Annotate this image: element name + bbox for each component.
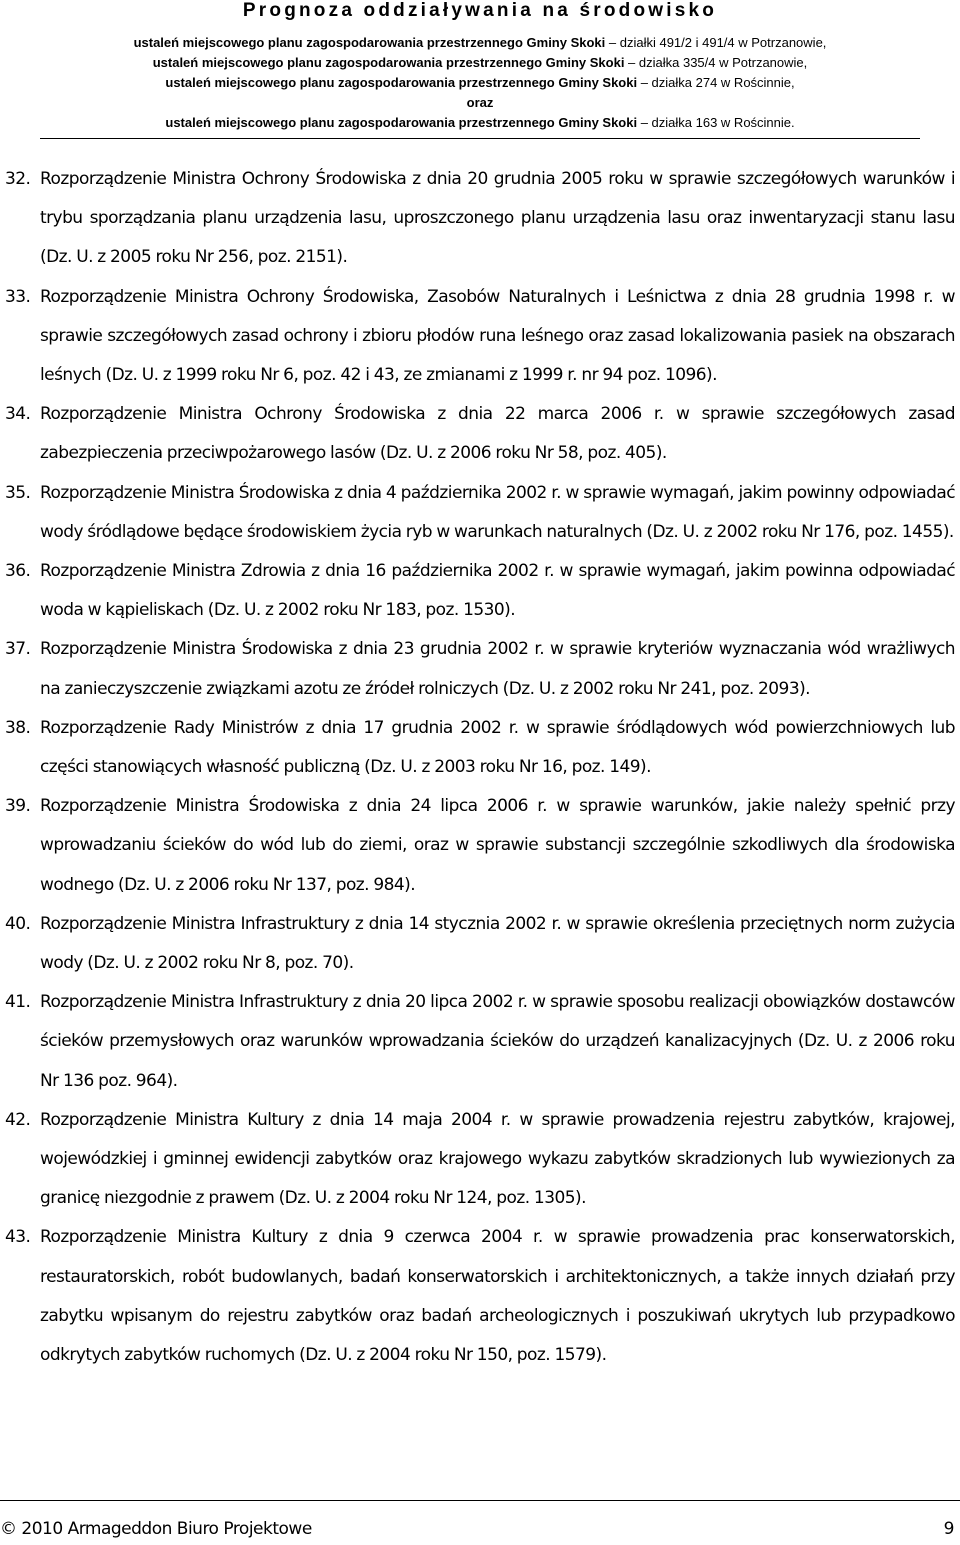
header-line-3-bold: ustaleń miejscowego planu zagospodarowania przestrzennego Gminy Skoki (165, 75, 638, 90)
item-number: 40. (5, 913, 31, 934)
item-number: 32. (5, 169, 31, 189)
header-divider (40, 138, 920, 139)
list-item (0, 709, 960, 787)
item-text: Rozporządzenie Ministra Kultury z dnia 9 czerwca 2004 r. w sprawie prowadzenia prac konserwatorskich, restauratorskich, robót budowlanych, badań konserwatorskich i architektonicznych, a także innych działań przy zabytku wpisanym do rejestru zabytków oraz badań archeologicznych i poszukiwań ukrytych lub przypadkowo odkrytych zabytków ruchomych (Dz. U. z 2004 roku Nr 150, poz. 1579). (40, 1227, 955, 1366)
footer-divider (0, 1500, 960, 1501)
item-text: Rozporządzenie Ministra Ochrony Środowiska z dnia 22 marca 2006 r. w sprawie szczegółowych zasad zabezpieczenia przeciwpożarowego lasów (Dz. U. z 2006 roku Nr 58, poz. 405). (40, 404, 955, 464)
item-text: Rozporządzenie Ministra Zdrowia z dnia 16 października 2002 r. w sprawie wymagań, jakim powinna odpowiadać woda w kąpieliskach (Dz. U. z 2002 roku Nr 183, poz. 1530). (40, 561, 955, 621)
item-text: Rozporządzenie Ministra Infrastruktury z dnia 20 lipca 2002 r. w sprawie sposobu realizacji obowiązków dostawców ścieków przemysłowych oraz warunków wprowadzania ścieków do urządzeń kanalizacyjnych (Dz. U. z 2006 roku Nr 136 poz. 964). (40, 992, 955, 1091)
item-text: Rozporządzenie Ministra Środowiska z dnia 23 grudnia 2002 r. w sprawie kryteriów wyznaczania wód wrażliwych na zanieczyszczenie związkami azotu ze źródeł rolniczych (Dz. U. z 2002 roku Nr 241, poz. 2093). (40, 639, 955, 699)
item-number: 33. (5, 286, 31, 307)
item-number: 34. (5, 404, 31, 425)
header-line-3 (0, 74, 960, 92)
item-text: Rozporządzenie Ministra Kultury z dnia 14 maja 2004 r. w sprawie prowadzenia rejestru zabytków, krajowej, wojewódzkiej i gminnej ewidencji zabytków oraz krajowego wykazu zabytków skradzionych lub wywiezionych za granicę niezgodnie z prawem (Dz. U. z 2004 roku Nr 124, poz. 1305). (40, 1109, 955, 1209)
header-line-1 (0, 34, 960, 52)
item-number: 35. (5, 482, 31, 503)
item-number: 43. (5, 1227, 31, 1248)
list-item (0, 983, 960, 1101)
item-text: Rozporządzenie Ministra Środowiska z dnia 24 lipca 2006 r. w sprawie warunków, jakie należy spełnić przy wprowadzaniu ścieków do wód lub do ziemi, oraz w sprawie substancji szczególnie szkodliwych dla środowiska wodnego (Dz. U. z 2006 roku Nr 137, poz. 984). (40, 796, 955, 895)
header-line-3-detail: – działka 274 w Rościnnie, (637, 75, 795, 90)
item-text: Rozporządzenie Rady Ministrów z dnia 17 grudnia 2002 r. w sprawie śródlądowych wód powierzchniowych lub części stanowiących własność publiczną (Dz. U. z 2003 roku Nr 16, poz. 149). (40, 717, 955, 778)
header-conjunction: oraz (466, 95, 494, 110)
header-line-1-bold: ustaleń miejscowego planu zagospodarowania przestrzennego Gminy Skoki (133, 35, 606, 50)
header-line-4-bold: ustaleń miejscowego planu zagospodarowania przestrzennego Gminy Skoki (165, 115, 638, 130)
regulation-list (0, 160, 960, 1375)
list-item (0, 474, 960, 552)
list-item (0, 395, 960, 473)
item-number: 42. (5, 1109, 31, 1130)
list-item (0, 278, 960, 396)
item-number: 36. (5, 561, 31, 582)
item-number: 41. (5, 992, 31, 1013)
list-item (0, 787, 960, 905)
item-number: 39. (5, 796, 31, 817)
list-item (0, 552, 960, 630)
header-line-2-bold: ustaleń miejscowego planu zagospodarowania przestrzennego Gminy Skoki (152, 55, 625, 70)
list-item (0, 630, 960, 708)
header-line-2-detail: – działka 335/4 w Potrzanowie, (624, 55, 808, 70)
footer-copyright: © 2010 Armageddon Biuro Projektowe (0, 1519, 312, 1539)
header-title: Prognoza oddziaływania na środowisko (242, 0, 718, 21)
list-item (0, 160, 960, 278)
item-text: Rozporządzenie Ministra Ochrony Środowiska, Zasobów Naturalnych i Leśnictwa z dnia 28 grudnia 1998 r. w sprawie szczegółowych zasad ochrony i zbioru płodów runa leśnego oraz zasad lokalizowania pasiek na obszarach leśnych (Dz. U. z 1999 roku Nr 6, poz. 42 i 43, ze zmianami z 1999 r. nr 94 poz. 1096). (40, 286, 955, 386)
header-line-4 (0, 114, 960, 132)
page-number: 9 (943, 1519, 954, 1539)
page-header (0, 0, 960, 140)
item-text: Rozporządzenie Ministra Ochrony Środowiska z dnia 20 grudnia 2005 roku w sprawie szczegółowych warunków i trybu sporządzania planu urządzenia lasu, uproszczonego planu urządzenia lasu oraz inwentaryzacji stanu lasu (Dz. U. z 2005 roku Nr 256, poz. 2151). (40, 169, 955, 268)
header-line-1-detail: – działki 491/2 i 491/4 w Potrzanowie, (605, 35, 827, 50)
item-text: Rozporządzenie Ministra Infrastruktury z dnia 14 stycznia 2002 r. w sprawie określenia przeciętnych norm zużycia wody (Dz. U. z 2002 roku Nr 8, poz. 70). (40, 913, 955, 974)
list-item (0, 905, 960, 983)
list-item (0, 1101, 960, 1219)
item-number: 37. (5, 639, 31, 660)
item-number: 38. (5, 717, 31, 738)
header-line-2 (0, 54, 960, 72)
header-line-4-detail: – działka 163 w Rościnnie. (637, 115, 795, 130)
list-item (0, 1218, 960, 1375)
item-text: Rozporządzenie Ministra Środowiska z dnia 4 października 2002 r. w sprawie wymagań, jakim powinny odpowiadać wody śródlądowe będące środowiskiem życia ryb w warunkach naturalnych (Dz. U. z 2002 roku Nr 176, poz. 1455). (40, 482, 955, 542)
